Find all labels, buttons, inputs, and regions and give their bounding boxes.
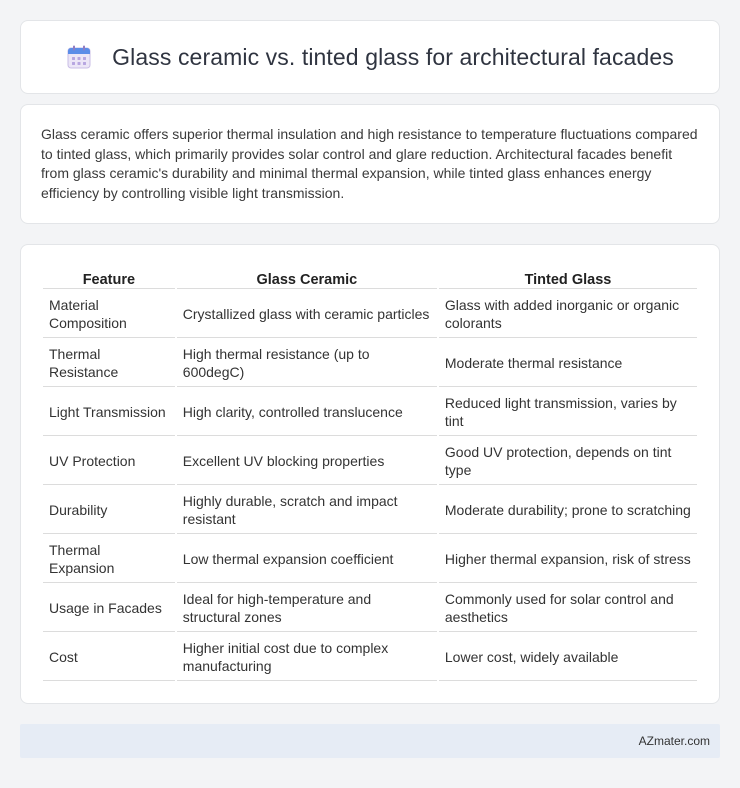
feature-cell: Usage in Facades — [43, 585, 175, 632]
table-row — [43, 585, 697, 632]
comparison-card — [20, 244, 720, 704]
footer-bar — [20, 724, 720, 758]
glass-ceramic-cell: High thermal resistance (up to 600degC) — [177, 340, 437, 387]
glass-ceramic-cell: Low thermal expansion coefficient — [177, 536, 437, 583]
table-header-row — [43, 267, 697, 289]
tinted-glass-cell: Lower cost, widely available — [439, 634, 697, 681]
table-row — [43, 487, 697, 534]
column-header-tinted-glass: Tinted Glass — [439, 267, 697, 289]
glass-ceramic-cell: Crystallized glass with ceramic particles — [177, 291, 437, 338]
glass-ceramic-cell: Excellent UV blocking properties — [177, 438, 437, 485]
tinted-glass-cell: Moderate durability; prone to scratching — [439, 487, 697, 534]
table-row — [43, 536, 697, 583]
tinted-glass-cell: Reduced light transmission, varies by tint — [439, 389, 697, 436]
glass-ceramic-cell: High clarity, controlled translucence — [177, 389, 437, 436]
feature-cell: Thermal Resistance — [43, 340, 175, 387]
glass-ceramic-cell: Ideal for high-temperature and structural zones — [177, 585, 437, 632]
summary-text: Glass ceramic offers superior thermal insulation and high resistance to temperature fluctuations compared to tinted glass, which primarily provides solar control and glare reduction. Architectural facades benefit from glass ceramic's durability and minimal thermal expansion, while tinted glass enhances energy efficiency by controlling visible light transmission. — [41, 126, 698, 201]
tinted-glass-cell: Glass with added inorganic or organic colorants — [439, 291, 697, 338]
comparison-table — [41, 265, 699, 683]
column-header-glass-ceramic: Glass Ceramic — [177, 267, 437, 289]
feature-cell: Light Transmission — [43, 389, 175, 436]
feature-cell: Cost — [43, 634, 175, 681]
table-row — [43, 291, 697, 338]
footer-source: AZmater.com — [638, 734, 710, 748]
table-row — [43, 634, 697, 681]
table-row — [43, 340, 697, 387]
glass-ceramic-cell: Highly durable, scratch and impact resistant — [177, 487, 437, 534]
tinted-glass-cell: Moderate thermal resistance — [439, 340, 697, 387]
table-row — [43, 389, 697, 436]
page-title: Glass ceramic vs. tinted glass for architectural facades — [112, 43, 674, 70]
feature-cell: UV Protection — [43, 438, 175, 485]
summary-card — [20, 104, 720, 224]
tinted-glass-cell: Commonly used for solar control and aesthetics — [439, 585, 697, 632]
glass-ceramic-cell: Higher initial cost due to complex manufacturing — [177, 634, 437, 681]
tinted-glass-cell: Higher thermal expansion, risk of stress — [439, 536, 697, 583]
calendar-icon — [66, 44, 92, 70]
feature-cell: Durability — [43, 487, 175, 534]
feature-cell: Material Composition — [43, 291, 175, 338]
feature-cell: Thermal Expansion — [43, 536, 175, 583]
tinted-glass-cell: Good UV protection, depends on tint type — [439, 438, 697, 485]
table-row — [43, 438, 697, 485]
column-header-feature: Feature — [43, 267, 175, 289]
title-card — [20, 20, 720, 94]
